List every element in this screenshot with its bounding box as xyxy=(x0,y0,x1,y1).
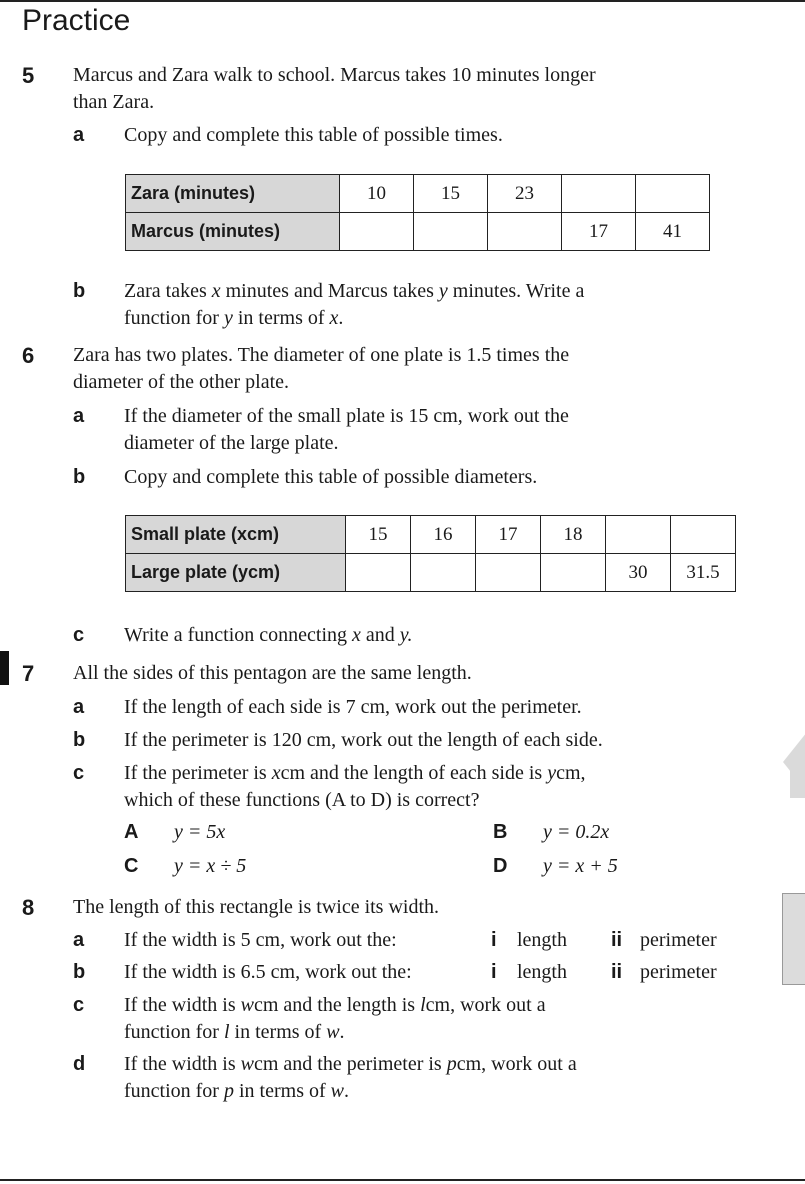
question-7c-label: c xyxy=(73,762,85,784)
table-cell xyxy=(476,554,541,592)
variable-x: x xyxy=(271,762,281,784)
variable-y: y xyxy=(438,280,448,302)
table-cell: 41 xyxy=(636,213,710,251)
text-span: cm and the length of each side is xyxy=(280,762,543,784)
diameters-table xyxy=(125,515,736,592)
question-8a-text: If the width is 5 cm, work out the: xyxy=(124,929,397,951)
top-rule xyxy=(0,0,805,2)
text-span: . xyxy=(343,1080,349,1102)
text-span: function for xyxy=(124,307,219,329)
bottom-rule xyxy=(0,1179,805,1181)
text-span: cm, xyxy=(556,762,586,784)
table-header-marcus: Marcus (minutes) xyxy=(126,213,340,251)
question-8a-i-label: i xyxy=(491,929,497,951)
text-span: cm and the perimeter is xyxy=(254,1053,442,1075)
table-cell xyxy=(606,516,671,554)
option-d-letter: D xyxy=(493,855,508,877)
text-span: minutes. Write a xyxy=(452,280,585,302)
table-cell: 31.5 xyxy=(671,554,736,592)
table-row-small xyxy=(126,516,736,554)
option-c-letter: C xyxy=(124,855,139,877)
question-8b-ii-text: perimeter xyxy=(640,961,717,983)
question-6a-line2: diameter of the large plate. xyxy=(124,432,339,454)
table-cell: 15 xyxy=(346,516,411,554)
text-span: function for xyxy=(124,1021,219,1043)
variable-y: y xyxy=(223,307,233,329)
text-span: Write a function connecting xyxy=(124,624,347,646)
question-8c-label: c xyxy=(73,994,85,1016)
variable-p: p xyxy=(223,1080,234,1102)
question-6a-label: a xyxy=(73,405,85,427)
table-cell: 15 xyxy=(414,175,488,213)
variable-y: y xyxy=(547,762,557,784)
question-8a-ii-label: ii xyxy=(611,929,623,951)
question-5a-text: Copy and complete this table of possible times. xyxy=(124,124,503,146)
question-6a-line1: If the diameter of the small plate is 15 cm, work out the xyxy=(124,405,569,427)
pentagon-figure-fill xyxy=(790,760,805,798)
question-5-number: 5 xyxy=(22,63,35,88)
text-span: in terms of xyxy=(237,307,325,329)
question-5b-line1 xyxy=(124,278,584,305)
question-7c-line2: which of these functions (A to D) is correct? xyxy=(124,789,480,811)
question-8d-line1 xyxy=(124,1051,577,1078)
table-row-large xyxy=(126,554,736,592)
variable-y: y. xyxy=(399,624,413,646)
question-8b-i-text: length xyxy=(517,961,567,983)
table-cell xyxy=(562,175,636,213)
variable-l: l xyxy=(223,1021,230,1043)
question-6-text-line1: Zara has two plates. The diameter of one plate is 1.5 times the xyxy=(73,344,570,366)
question-8a-label: a xyxy=(73,929,85,951)
text-span: If the width is xyxy=(124,1053,236,1075)
question-8b-label: b xyxy=(73,961,86,983)
option-b-letter: B xyxy=(493,821,508,843)
variable-l: l xyxy=(420,994,426,1016)
table-cell: 30 xyxy=(606,554,671,592)
question-8b-i-label: i xyxy=(491,961,497,983)
table-cell xyxy=(346,554,411,592)
question-6c-text xyxy=(124,622,413,649)
question-7c-line1 xyxy=(124,760,586,787)
times-table xyxy=(125,174,710,251)
option-a-letter: A xyxy=(124,821,139,843)
text-span: minutes and Marcus takes xyxy=(225,280,434,302)
table-cell: 16 xyxy=(411,516,476,554)
table-cell xyxy=(414,213,488,251)
question-8d-label: d xyxy=(73,1053,86,1075)
option-a-expr: y = 5x xyxy=(174,821,226,843)
question-8-text: The length of this rectangle is twice its width. xyxy=(73,896,440,918)
question-7a-label: a xyxy=(73,696,85,718)
page-title: Practice xyxy=(22,4,131,37)
question-7-text: All the sides of this pentagon are the same length. xyxy=(73,662,472,684)
variable-w: w xyxy=(240,1053,254,1075)
table-row-marcus xyxy=(126,213,710,251)
table-cell: 23 xyxy=(488,175,562,213)
question-8a-ii-text: perimeter xyxy=(640,929,717,951)
option-b-expr: y = 0.2x xyxy=(543,821,610,843)
variable-p: p xyxy=(446,1053,457,1075)
variable-w: w xyxy=(330,1080,344,1102)
table-cell xyxy=(636,175,710,213)
question-6b-text: Copy and complete this table of possible diameters. xyxy=(124,466,538,488)
variable-w: w xyxy=(326,1021,340,1043)
table-header-small: Small plate (xcm) xyxy=(126,516,346,554)
table-cell xyxy=(411,554,476,592)
variable-x: x xyxy=(352,624,361,646)
rectangle-figure xyxy=(782,893,805,985)
text-span: and xyxy=(365,624,395,646)
table-cell: 18 xyxy=(541,516,606,554)
question-8c-line2 xyxy=(124,1019,345,1046)
option-d-expr: y = x + 5 xyxy=(543,855,618,877)
question-6-text-line2: diameter of the other plate. xyxy=(73,371,290,393)
table-header-large: Large plate (ycm) xyxy=(126,554,346,592)
text-span: cm, work out a xyxy=(456,1053,577,1075)
table-header-zara: Zara (minutes) xyxy=(126,175,340,213)
text-span: in terms of xyxy=(238,1080,326,1102)
table-cell xyxy=(541,554,606,592)
variable-x: x xyxy=(211,280,221,302)
question-6b-label: b xyxy=(73,466,86,488)
question-8-number: 8 xyxy=(22,895,35,920)
table-cell: 17 xyxy=(562,213,636,251)
question-6c-label: c xyxy=(73,624,85,646)
question-8b-text: If the width is 6.5 cm, work out the: xyxy=(124,961,412,983)
question-7-number: 7 xyxy=(22,661,35,686)
text-span: cm and the length is xyxy=(254,994,416,1016)
text-span: If the width is xyxy=(124,994,236,1016)
option-c-expr: y = x ÷ 5 xyxy=(174,855,247,877)
text-span: cm, work out a xyxy=(425,994,546,1016)
question-8c-line1 xyxy=(124,992,546,1019)
text-span: function for xyxy=(124,1080,219,1102)
table-cell xyxy=(488,213,562,251)
question-8d-line2 xyxy=(124,1078,349,1105)
variable-x: x xyxy=(329,307,339,329)
question-7b-label: b xyxy=(73,729,86,751)
text-span: . xyxy=(339,1021,345,1043)
table-cell: 10 xyxy=(340,175,414,213)
question-5a-label: a xyxy=(73,124,85,146)
question-7a-text: If the length of each side is 7 cm, work out the perimeter. xyxy=(124,696,582,718)
table-cell xyxy=(671,516,736,554)
table-row-zara xyxy=(126,175,710,213)
question-6-number: 6 xyxy=(22,343,35,368)
question-8a-i-text: length xyxy=(517,929,567,951)
question-8b-ii-label: ii xyxy=(611,961,623,983)
margin-marker xyxy=(0,651,9,685)
text-span: . xyxy=(338,307,344,329)
variable-w: w xyxy=(240,994,254,1016)
text-span: Zara takes xyxy=(124,280,207,302)
text-span: in terms of xyxy=(234,1021,322,1043)
text-span: If the perimeter is xyxy=(124,762,267,784)
table-cell xyxy=(340,213,414,251)
question-5-text-line1: Marcus and Zara walk to school. Marcus takes 10 minutes longer xyxy=(73,64,596,86)
question-7b-text: If the perimeter is 120 cm, work out the length of each side. xyxy=(124,729,603,751)
question-5b-line2 xyxy=(124,305,343,332)
question-5b-label: b xyxy=(73,280,86,302)
table-cell: 17 xyxy=(476,516,541,554)
question-5-text-line2: than Zara. xyxy=(73,91,155,113)
